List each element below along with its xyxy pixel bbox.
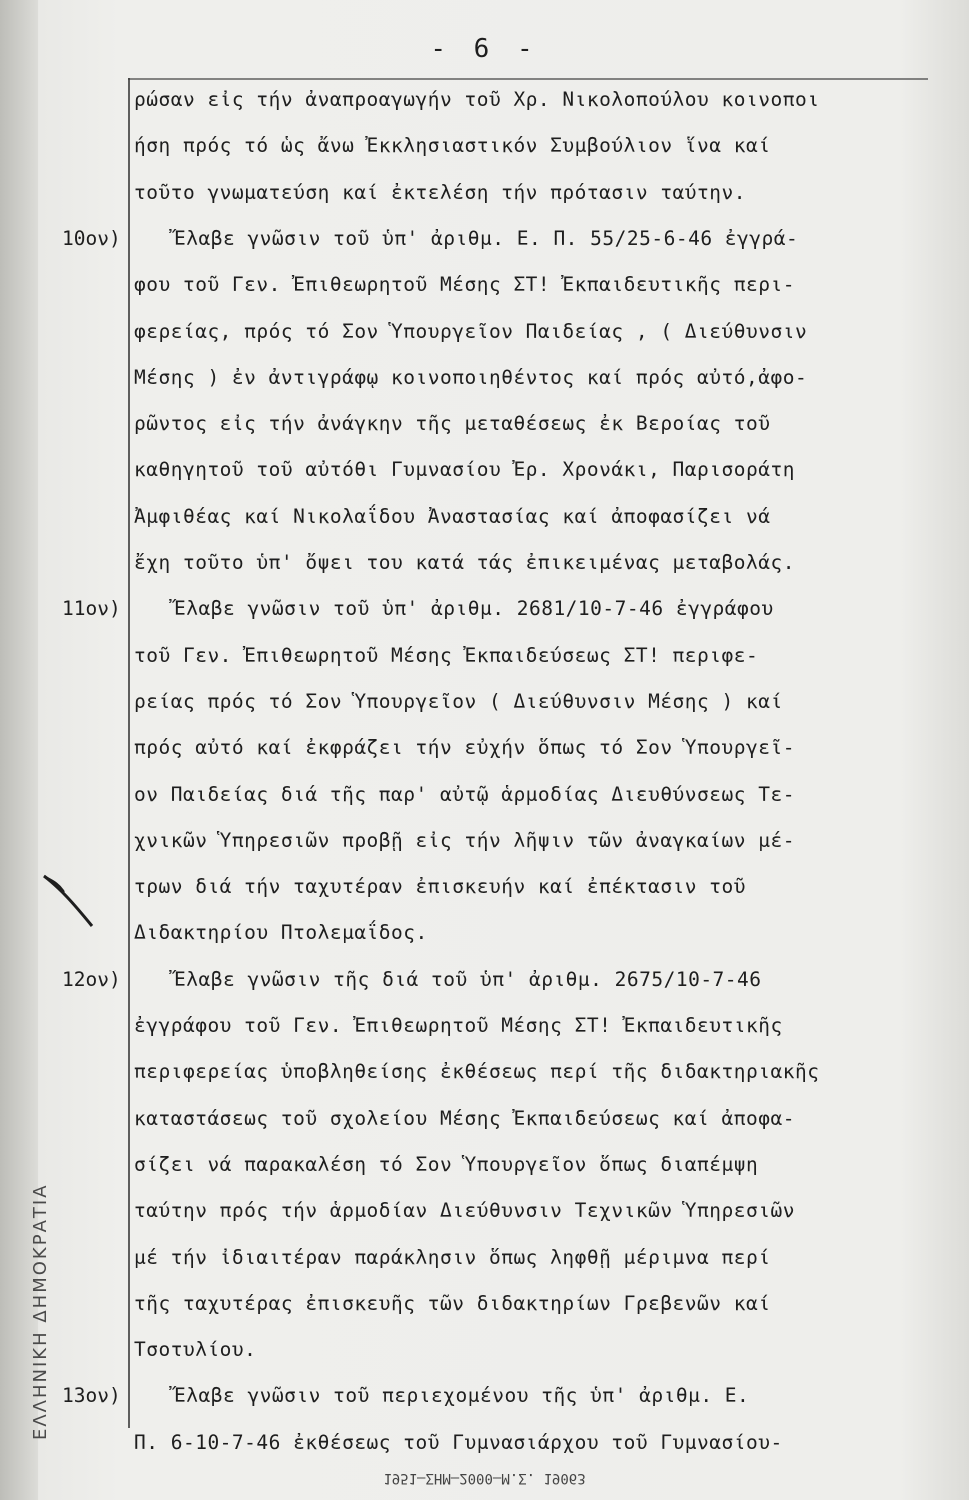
text-line: περιφερείας ὑποβληθείσης ἐκθέσεως περί τῆς διδακτηριακῆς: [134, 1060, 820, 1084]
paragraph-number: 12ον): [62, 967, 121, 991]
text-line: τοῦ Γεν. Ἐπιθεωρητοῦ Μέσης Ἐκπαιδεύσεως ΣΤ! περιφε-: [134, 643, 759, 667]
text-line: φερείας, πρός τό Σον Ὑπουργεῖον Παιδείας , ( Διεύθυνσιν: [134, 319, 808, 343]
page-number: - 6 -: [430, 34, 539, 64]
text-line: καταστάσεως τοῦ σχολείου Μέσης Ἐκπαιδεύσεως καί ἀποφα-: [134, 1106, 795, 1130]
text-line: ήση πρός τό ὡς ἄνω Ἐκκλησιαστικόν Συμβούλιον ἵνα καί: [134, 134, 771, 158]
text-line: Π. 6-10-7-46 ἐκθέσεως τοῦ Γυμνασιάρχου τοῦ Γυμνασίου-: [134, 1430, 783, 1454]
text-line: ον Παιδείας διά τῆς παρ' αὐτῷ ἁρμοδίας Διευθύνσεως Τε-: [134, 782, 795, 806]
text-line: Ἔλαβε γνῶσιν τοῦ ὑπ' ἀριθμ. 2681/10-7-46 ἐγγράφου: [174, 597, 774, 621]
text-line: Ἔλαβε γνῶσιν τῆς διά τοῦ ὑπ' ἀριθμ. 2675/10-7-46: [174, 967, 762, 991]
text-line: ἐγγράφου τοῦ Γεν. Ἐπιθεωρητοῦ Μέσης ΣΤ! Ἐκπαιδευτικῆς: [134, 1014, 783, 1037]
text-line: σίζει νά παρακαλέση τό Σον Ὑπουργεῖον ὅπως διαπέμψη: [134, 1152, 759, 1176]
text-line: Τσοτυλίου.: [134, 1338, 257, 1362]
paragraph-number: 11ον): [62, 597, 121, 621]
text-line: ταύτην πρός τήν ἁρμοδίαν Διεύθυνσιν Τεχνικῶν Ὑπηρεσιῶν: [134, 1199, 795, 1223]
text-line: ἔχη τοῦτο ὑπ' ὄψει του κατά τάς ἐπικειμένας μεταβολάς.: [134, 551, 795, 574]
text-line: ρώσαν εἰς τήν ἀναπροαγωγήν τοῦ Χρ. Νικολοπούλου κοινοποι: [134, 88, 820, 111]
text-line: Ἀμφιθέας καί Νικολαΐδου Ἀναστασίας καί ἀποφασίζει νά: [134, 504, 771, 528]
text-line: Διδακτηρίου Πτολεμαΐδος.: [134, 921, 428, 945]
text-line: Ἔλαβε γνῶσιν τοῦ ὑπ' ἀριθμ. Ε. Π. 55/25-6-46 ἐγγρά-: [174, 226, 799, 250]
text-line: τοῦτο γνωματεύση καί ἐκτελέση τήν πρότασιν ταύτην.: [134, 180, 746, 204]
edge-stamp-text: ΕΛΛΗΝΙΚΗ ΔΗΜΟΚΡΑΤΙΑ: [30, 1183, 51, 1440]
text-line: τρων διά τήν ταχυτέραν ἐπισκευήν καί ἐπέκτασιν τοῦ: [134, 875, 746, 899]
paragraph-number: 13ον): [62, 1384, 121, 1408]
text-line: χνικῶν Ὑπηρεσιῶν προβῇ εἰς τήν λῆψιν τῶν ἀναγκαίων μέ-: [134, 828, 795, 852]
text-line: φου τοῦ Γεν. Ἐπιθεωρητοῦ Μέσης ΣΤ! Ἐκπαιδευτικῆς περι-: [134, 273, 795, 297]
text-line: πρός αὐτό καί ἐκφράζει τήν εὐχήν ὅπως τό Σον Ὑπουργεῖ-: [134, 736, 795, 760]
text-line: τῆς ταχυτέρας ἐπισκευῆς τῶν διδακτηρίων Γρεβενῶν καί: [134, 1291, 771, 1315]
text-line: καθηγητοῦ τοῦ αὐτόθι Γυμνασίου Ἐρ. Χρονάκι, Παρισοράτη: [134, 458, 795, 482]
text-line: ρῶντος εἰς τήν ἀνάγκην τῆς μεταθέσεως ἐκ Βεροίας τοῦ: [134, 412, 771, 436]
text-line: μέ τήν ἰδιαιτέραν παράκλησιν ὅπως ληφθῇ μέριμνα περί: [134, 1245, 771, 1269]
paragraph-number: 10ον): [62, 226, 121, 250]
text-line: Μέσης ) ἐν ἀντιγράφῳ κοινοποιηθέντος καί πρός αὐτό,ἀφο-: [134, 365, 808, 389]
footer-print-code: 1951—ΣΗΜ—2000—Μ.Σ. 19063: [383, 1470, 586, 1486]
text-line: ρείας πρός τό Σον Ὑπουργεῖον ( Διεύθυνσιν Μέσης ) καί: [134, 689, 783, 713]
text-line: Ἔλαβε γνῶσιν τοῦ περιεχομένου τῆς ὑπ' ἀριθμ. Ε.: [174, 1384, 750, 1408]
